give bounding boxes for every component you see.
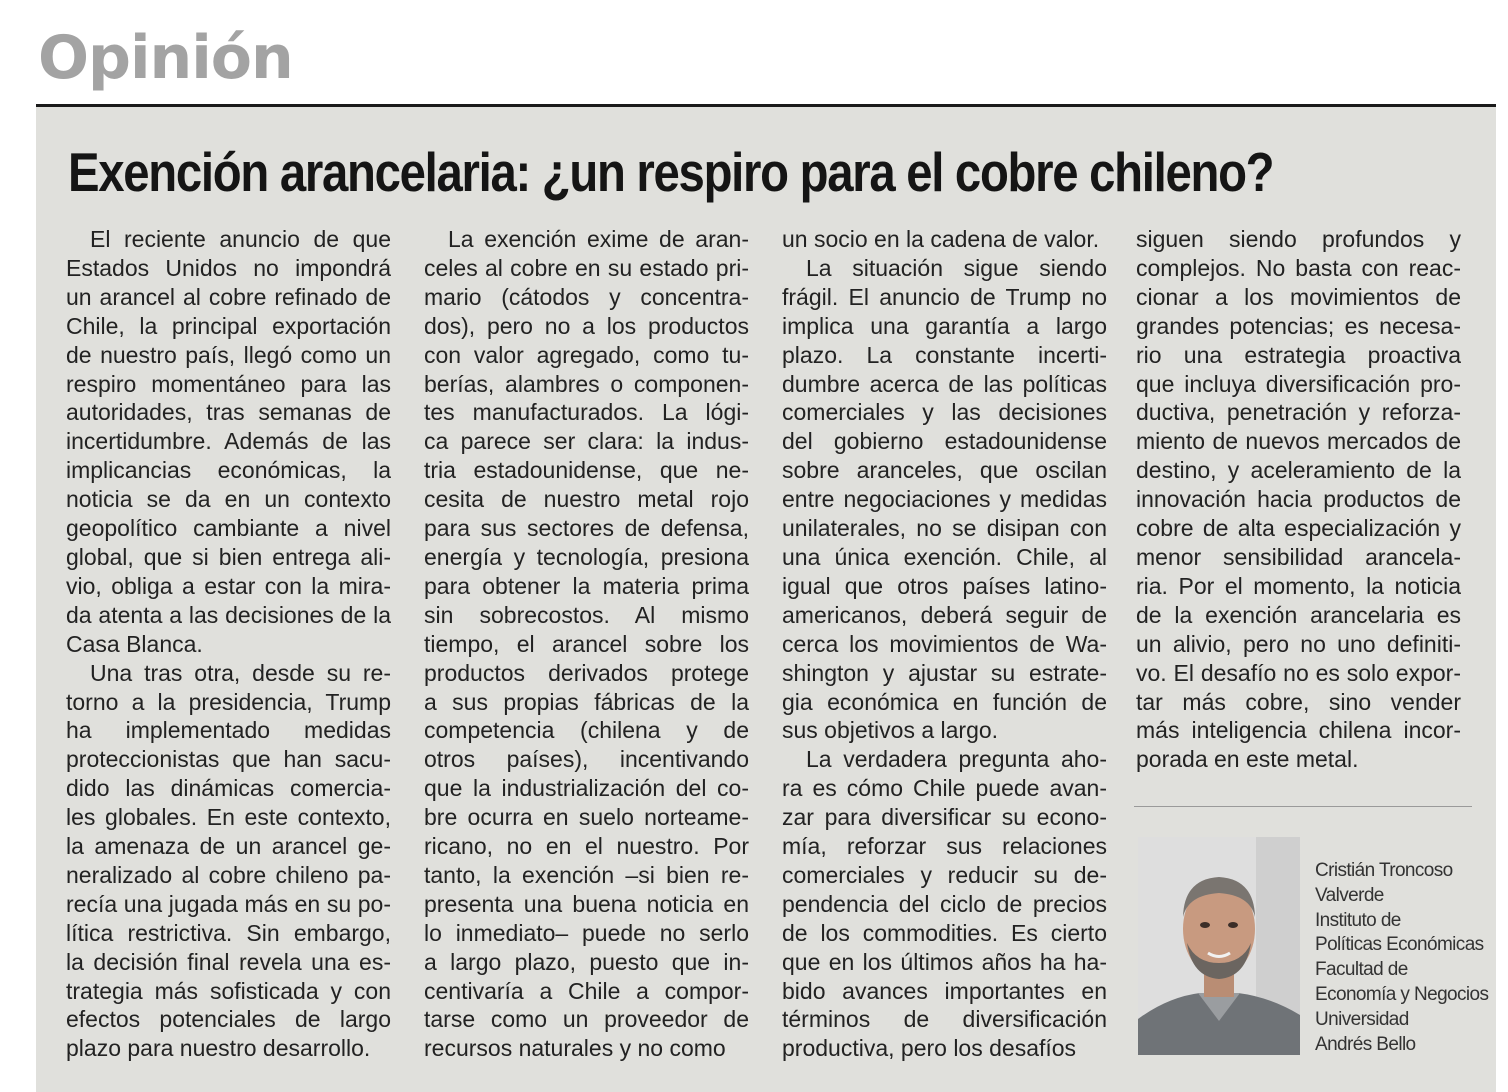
article-line: frágil. El anuncio de Trump no <box>782 283 1107 310</box>
article-line: noticia se da en un contexto <box>66 486 391 513</box>
article-line: productos derivados protege <box>424 659 749 686</box>
author-faculty-cont: Economía y Negocios <box>1315 983 1489 1005</box>
article-line: Una tras otra, desde su re- <box>90 659 391 686</box>
article-line: global, que si bien entrega ali- <box>66 543 391 570</box>
article-line: cionar a los movimientos de <box>1136 283 1461 310</box>
author-university-cont: Andrés Bello <box>1315 1033 1416 1055</box>
author-byline <box>1315 859 1488 1057</box>
article-line: les globales. En este contexto, <box>66 804 391 831</box>
article-line: de nuestro país, llegó como un <box>66 341 391 368</box>
article-line: La verdadera pregunta aho- <box>806 746 1107 773</box>
article-line: La exención exime de aran- <box>448 226 749 252</box>
article-line: ha implementado medidas <box>66 717 391 744</box>
article-line: sin sobrecostos. Al mismo <box>424 601 749 628</box>
article-line: recursos naturales y no como <box>424 1035 726 1062</box>
article-line: que incluya diversificación pro- <box>1136 370 1461 397</box>
article-line: ria. Por el momento, la noticia <box>1136 572 1461 599</box>
article-line: productiva, pero los desafíos <box>782 1035 1077 1062</box>
signature-divider <box>1134 806 1472 807</box>
author-photo <box>1138 837 1300 1055</box>
article-line: complejos. No basta con reac- <box>1136 254 1461 281</box>
article-line: un alivio, pero no uno definiti- <box>1136 630 1461 657</box>
article-line: dido las dinámicas comercia- <box>66 775 391 802</box>
article-line: para sus sectores de defensa, <box>424 515 749 542</box>
article-line: sus objetivos a largo. <box>782 717 999 744</box>
article-line: siguen siendo profundos y <box>1136 226 1461 252</box>
article-line: que en los últimos años ha ha- <box>782 948 1107 975</box>
article-line: un arancel al cobre refinado de <box>66 283 391 310</box>
article-line: innovación hacia productos de <box>1136 486 1461 513</box>
article-line: geopolítico cambiante a nivel <box>66 515 391 542</box>
article-line: tes manufacturados. La lógi- <box>424 399 749 426</box>
article-line: ricano, no en el nuestro. Por <box>424 833 749 860</box>
article-line: autoridades, tras semanas de <box>66 399 391 426</box>
article-line: más inteligencia chilena incor- <box>1136 717 1461 744</box>
article-line: plazo para nuestro desarrollo. <box>66 1035 371 1062</box>
article-line: cerca los movimientos de Wa- <box>782 630 1107 657</box>
article-line: bido avances importantes en <box>782 977 1107 1004</box>
author-name-cont: Valverde <box>1315 884 1384 906</box>
article-line: Chile, la principal exportación <box>66 312 391 339</box>
article-line: cesita de nuestro metal rojo <box>424 486 749 513</box>
article-line: incertidumbre. Además de las <box>66 428 391 455</box>
article-line: a largo plazo, puesto que in- <box>424 948 749 975</box>
article-line: Estados Unidos no impondrá <box>66 254 391 281</box>
article-line: zar para diversificar su econo- <box>782 804 1107 831</box>
article-line: mario (cátodos y concentra- <box>424 283 749 310</box>
article-line: Casa Blanca. <box>66 630 203 657</box>
article-line: implica una garantía a largo <box>782 312 1107 339</box>
article-line: mía, reforzar sus relaciones <box>782 833 1107 860</box>
article-line: un socio en la cadena de valor. <box>782 226 1100 252</box>
article-line: trategia más sofisticada y con <box>66 977 391 1004</box>
article-line: vo. El desafío no es solo expor- <box>1136 659 1461 686</box>
author-university: Universidad <box>1315 1008 1409 1030</box>
author-name: Cristián Troncoso <box>1315 860 1453 881</box>
article-line: torno a la presidencia, Trump <box>66 688 391 715</box>
article-line: plazo. La constante incerti- <box>782 341 1107 368</box>
article-headline: Exención arancelaria: ¿un respiro para el cobre chileno? <box>68 141 1274 203</box>
article-line: rio una estrategia proactiva <box>1136 341 1461 368</box>
article-line: da atenta a las decisiones de la <box>66 601 391 628</box>
article-column-1 <box>66 225 391 1063</box>
article-line: que la industrialización del co- <box>424 775 749 802</box>
article-line: La situación sigue siendo <box>806 254 1107 281</box>
article-line: tiempo, el arancel sobre los <box>424 630 749 657</box>
author-institute-cont: Políticas Económicas <box>1315 934 1484 956</box>
article-line: sobre aranceles, que oscilan <box>782 457 1107 484</box>
article-line: presenta una buena noticia en <box>424 890 749 917</box>
article-line: bre ocurra en suelo norteame- <box>424 804 749 831</box>
article-line: grandes potencias; es necesa- <box>1136 312 1461 339</box>
article-line: términos de diversificación <box>782 1006 1107 1033</box>
article-line: del gobierno estadounidense <box>782 428 1107 455</box>
article-line: energía y tecnología, presiona <box>424 543 749 570</box>
article-line: vio, obliga a estar con la mira- <box>66 572 391 599</box>
article-column-3 <box>782 225 1107 1063</box>
article-line: gia económica en función de <box>782 688 1107 715</box>
article-line: tanto, la exención –si bien re- <box>424 861 749 888</box>
article-line: menor sensibilidad arancela- <box>1136 543 1461 570</box>
article-line: de la exención arancelaria es <box>1136 601 1461 628</box>
article-line: tar más cobre, sino vender <box>1136 688 1461 715</box>
article-line: efectos potenciales de largo <box>66 1006 391 1033</box>
article-line: americanos, deberá seguir de <box>782 601 1107 628</box>
article-line: shington y ajustar su estrate- <box>782 659 1107 686</box>
article-line: neralizado al cobre chileno pa- <box>66 861 391 888</box>
article-line: dos), pero no a los productos <box>424 312 749 339</box>
article-line: la amenaza de un arancel ge- <box>66 833 391 860</box>
article-line: competencia (chilena y de <box>424 717 749 744</box>
article-line: la decisión final revela una es- <box>66 948 391 975</box>
article-line: El reciente anuncio de que <box>90 226 391 252</box>
article-line: implicancias económicas, la <box>66 457 391 484</box>
article-line: comerciales y reducir su de- <box>782 861 1107 888</box>
article-line: ra es cómo Chile puede avan- <box>782 775 1107 802</box>
article-line: otros países), incentivando <box>424 746 749 773</box>
article-line: dumbre acerca de las políticas <box>782 370 1107 397</box>
article-line: para obtener la materia prima <box>424 572 749 599</box>
article-line: lo inmediato– puede no serlo <box>424 919 749 946</box>
article-line: tria estadounidense, que ne- <box>424 457 749 484</box>
author-institute: Instituto de <box>1315 909 1401 931</box>
article-line: miento de nuevos mercados de <box>1136 428 1461 455</box>
article-line: cobre de alta especialización y <box>1136 515 1461 542</box>
article-line: una única exención. Chile, al <box>782 543 1107 570</box>
article-line: destino, y aceleramiento de la <box>1136 457 1461 484</box>
article-line: berías, alambres o componen- <box>424 370 749 397</box>
article-line: a sus propias fábricas de la <box>424 688 749 715</box>
section-label: Opinión <box>38 23 293 93</box>
article-line: respiro momentáneo para las <box>66 370 391 397</box>
article-line: tarse como un proveedor de <box>424 1006 749 1033</box>
article-line: de los commodities. Es cierto <box>782 919 1107 946</box>
article-line: comerciales y las decisiones <box>782 399 1107 426</box>
article-line: entre negociaciones y medidas <box>782 486 1107 513</box>
article-line: proteccionistas que han sacu- <box>66 746 391 773</box>
article-line: unilaterales, no se disipan con <box>782 515 1107 542</box>
article-line: recía una jugada más en su po- <box>66 890 391 917</box>
article-line: celes al cobre en su estado pri- <box>424 254 749 281</box>
article-column-2 <box>424 225 749 1063</box>
article-line: pendencia del ciclo de precios <box>782 890 1107 917</box>
author-faculty: Facultad de <box>1315 959 1408 981</box>
article-line: centivaría a Chile a compor- <box>424 977 749 1004</box>
article-line: lítica restrictiva. Sin embargo, <box>66 919 391 946</box>
article-line: igual que otros países latino- <box>782 572 1107 599</box>
article-panel <box>36 107 1496 1092</box>
article-line: porada en este metal. <box>1136 746 1359 773</box>
article-line: ductiva, penetración y reforza- <box>1136 399 1461 426</box>
article-column-4 <box>1136 225 1461 774</box>
article-line: ca parece ser clara: la indus- <box>424 428 749 455</box>
article-line: con valor agregado, como tu- <box>424 341 749 368</box>
